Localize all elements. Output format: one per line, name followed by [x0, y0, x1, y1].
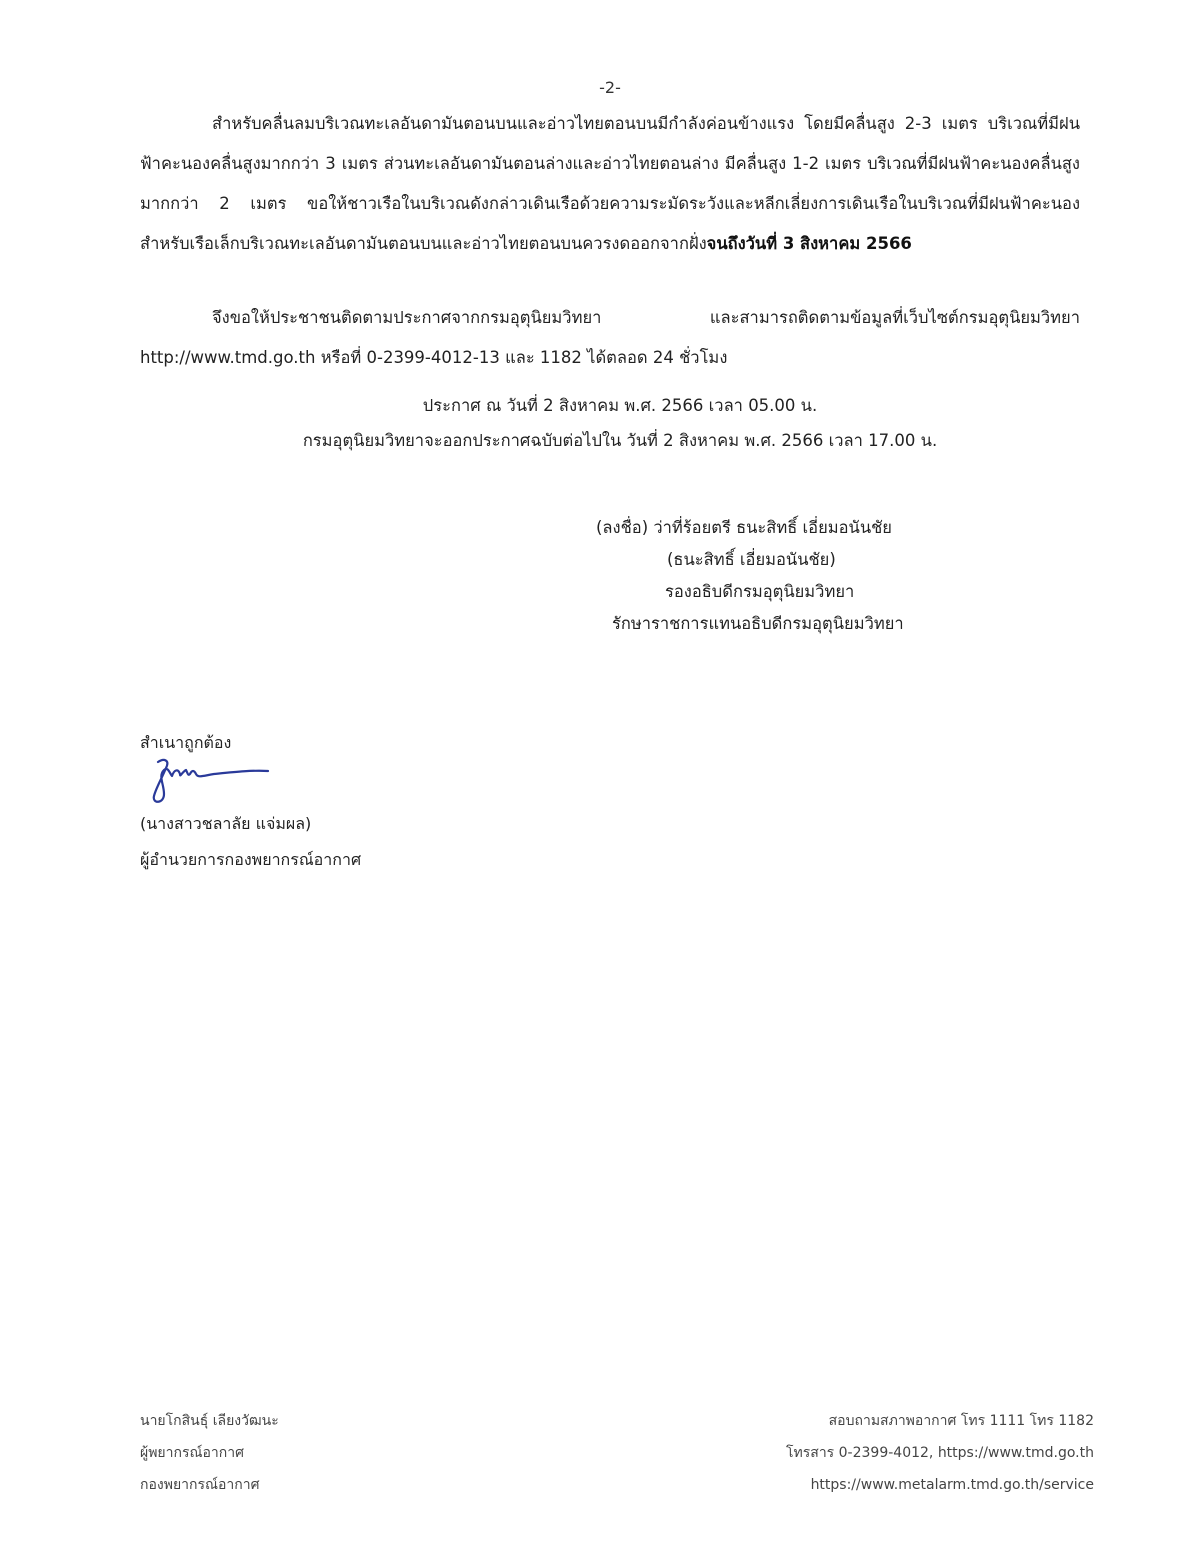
- handwritten-signature: [140, 756, 500, 806]
- paragraph-wave-warning-text: สำหรับคลื่นลมบริเวณทะเลอันดามันตอนบนและอ่าวไทยตอนบนมีกำลังค่อนข้างแรง โดยมีคลื่นสูง 2-3 เมตร บริเวณที่มีฝนฟ้าคะนองคลื่นสูงมากกว่า 3 เมตร ส่วนทะเลอันดามันตอนล่างและอ่าวไทยตอนล่าง มีคลื่นสูง 1-2 เมตร บริเวณที่มีฝนฟ้าคะนองคลื่นสูงมากกว่า 2 เมตร ขอให้ชาวเรือในบริเวณดังกล่าวเดินเรือด้วยความระมัดระวังและหลีกเลี่ยงการเดินเรือในบริเวณที่มีฝนฟ้าคะนอง สำหรับเรือเล็กบริเวณทะเลอันดามันตอนบนและอ่าวไทยตอนบนควรงดออกจากฝั่ง: [140, 114, 1080, 253]
- footer-forecaster-title: ผู้พยากรณ์อากาศ: [140, 1445, 244, 1461]
- paragraph-follow-updates: [140, 298, 1080, 378]
- footer-contact-service-link[interactable]: https://www.metalarm.tmd.go.th/service: [810, 1477, 1094, 1493]
- paragraph-wave-warning-deadline: จนถึงวันที่ 3 สิงหาคม 2566: [706, 234, 912, 253]
- certified-copy-title: สำเนาถูกต้อง: [140, 733, 232, 752]
- signatory-signed: (ลงชื่อ) ว่าที่ร้อยตรี ธนะสิทธิ์ เอี่ยมอนันชัย: [596, 518, 892, 537]
- certified-copy-block: [140, 730, 500, 878]
- certified-copy-position: ผู้อำนวยการกองพยากรณ์อากาศ: [140, 850, 362, 869]
- signatory-name: (ธนะสิทธิ์ เอี่ยมอนันชัย): [667, 550, 836, 569]
- page-number: -2-: [599, 78, 621, 97]
- announcement-issued: ประกาศ ณ วันที่ 2 สิงหาคม พ.ศ. 2566 เวลา 05.00 น.: [422, 396, 818, 415]
- paragraph-wave-warning: [140, 104, 1080, 264]
- signatory-position: รองอธิบดีกรมอุตุนิยมวิทยา: [665, 582, 855, 601]
- footer-contact-fax-website: โทรสาร 0-2399-4012, https://www.tmd.go.th: [786, 1445, 1094, 1461]
- footer-forecaster-name: นายโกสินธุ์ เลียงวัฒนะ: [140, 1413, 279, 1429]
- footer-contact: [786, 1405, 1094, 1501]
- announcement-next: กรมอุตุนิยมวิทยาจะออกประกาศฉบับต่อไปใน วันที่ 2 สิงหาคม พ.ศ. 2566 เวลา 17.00 น.: [302, 431, 938, 450]
- signatory-acting: รักษาราชการแทนอธิบดีกรมอุตุนิยมวิทยา: [612, 614, 904, 633]
- paragraph-follow-updates-text: จึงขอให้ประชาชนติดตามประกาศจากกรมอุตุนิยมวิทยา และสามารถติดตามข้อมูลที่เว็บไซต์กรมอุตุนิยมวิทยา http://www.tmd.go.th หรือที่ 0-2399-4012-13 และ 1182 ได้ตลอด 24 ชั่วโมง: [140, 308, 1080, 367]
- signatory-block: [590, 512, 910, 640]
- footer-contact-phone: สอบถามสภาพอากาศ โทร 1111 โทร 1182: [828, 1413, 1094, 1429]
- signature-icon: [144, 756, 284, 806]
- certified-copy-name: (นางสาวชลาลัย แจ่มผล): [140, 814, 312, 833]
- footer-forecaster-division: กองพยากรณ์อากาศ: [140, 1477, 260, 1493]
- footer-forecaster: [140, 1405, 279, 1501]
